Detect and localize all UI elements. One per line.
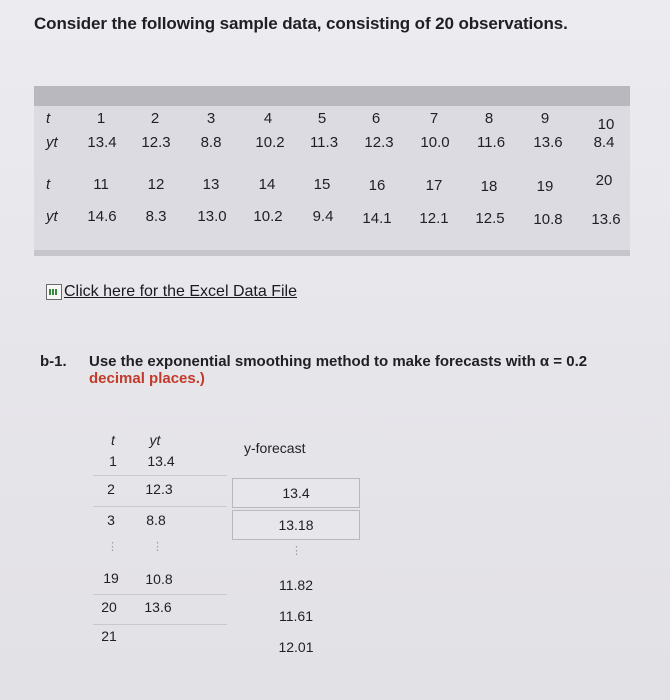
divider xyxy=(93,624,227,625)
forecast-header-t: t xyxy=(111,432,115,448)
t-cell: 11 xyxy=(93,176,109,193)
forecast-row-t: 19 xyxy=(103,570,119,586)
forecast-input-21[interactable]: 12.01 xyxy=(278,639,314,655)
y-cell: 10.0 xyxy=(420,134,450,151)
forecast-row-t: 2 xyxy=(107,481,115,497)
divider xyxy=(93,594,227,595)
t-cell: 6 xyxy=(371,110,381,127)
t-cell: 3 xyxy=(206,110,216,127)
forecast-row-t: 3 xyxy=(107,512,115,528)
row2-y-label: yt xyxy=(46,208,58,225)
ellipsis-dots: ⋮ xyxy=(107,541,119,553)
problem-heading: Consider the following sample data, consisting of 20 observations. xyxy=(34,14,568,33)
forecast-input-2[interactable]: 13.4 xyxy=(232,478,360,508)
y-cell: 13.4 xyxy=(87,134,117,151)
t-cell: 12 xyxy=(147,176,165,193)
ellipsis-dots: ⋮ xyxy=(152,541,164,553)
excel-link-label: Click here for the Excel Data File xyxy=(64,283,297,300)
sample-data-table xyxy=(34,86,630,256)
forecast-row-t: 1 xyxy=(109,453,117,469)
y-cell: 14.1 xyxy=(362,210,392,227)
y-cell: 12.3 xyxy=(141,134,171,151)
row2-t-label: t xyxy=(46,176,51,193)
forecast-row-y: 8.8 xyxy=(146,512,166,528)
forecast-input-20[interactable]: 11.61 xyxy=(279,608,313,624)
question-instruction: decimal places.) xyxy=(89,370,205,387)
t-cell: 1 xyxy=(96,110,106,127)
forecast-header-y: yt xyxy=(149,432,161,448)
y-cell: 12.3 xyxy=(364,134,394,151)
t-cell: 15 xyxy=(313,176,331,193)
t-cell: 10 xyxy=(597,116,615,133)
forecast-header-yforecast: y-forecast xyxy=(244,440,306,456)
y-cell: 8.4 xyxy=(593,134,615,151)
y-cell: 12.1 xyxy=(419,210,449,227)
forecast-row-y: 13.4 xyxy=(147,453,175,469)
question-text: Use the exponential smoothing method to make forecasts with α = 0.2 xyxy=(89,353,588,370)
forecast-row-y: 13.6 xyxy=(144,599,172,615)
excel-data-file-link[interactable] xyxy=(46,283,297,301)
t-cell: 7 xyxy=(429,110,439,127)
t-cell: 18 xyxy=(480,178,498,195)
question-number: b-1. xyxy=(40,353,67,370)
forecast-input-19[interactable]: 11.82 xyxy=(279,577,313,593)
t-cell: 9 xyxy=(540,110,550,127)
y-cell: 14.6 xyxy=(87,208,117,225)
row1-t-label: t xyxy=(46,110,51,127)
y-cell: 11.3 xyxy=(309,134,339,151)
y-cell: 10.2 xyxy=(255,134,285,151)
t-cell: 2 xyxy=(150,110,160,127)
t-cell: 14 xyxy=(258,176,276,193)
t-cell: 5 xyxy=(317,110,327,127)
t-cell: 16 xyxy=(368,177,386,194)
divider xyxy=(93,506,227,507)
y-cell: 11.6 xyxy=(476,134,506,151)
t-cell: 17 xyxy=(425,177,443,194)
y-cell: 8.8 xyxy=(200,134,222,151)
y-cell: 10.8 xyxy=(533,211,563,228)
forecast-row-y: 10.8 xyxy=(145,571,173,587)
t-cell: 19 xyxy=(536,178,554,195)
table-footer-band xyxy=(34,250,630,256)
t-cell: 8 xyxy=(484,110,494,127)
divider xyxy=(93,475,227,476)
y-cell: 13.0 xyxy=(197,208,227,225)
ellipsis-dots: ⋮ xyxy=(291,545,303,557)
y-cell: 12.5 xyxy=(475,210,505,227)
forecast-row-y: 12.3 xyxy=(145,481,173,497)
forecast-input-3[interactable]: 13.18 xyxy=(232,510,360,540)
t-cell: 13 xyxy=(202,176,220,193)
y-cell: 13.6 xyxy=(533,134,563,151)
spreadsheet-icon xyxy=(46,284,62,300)
row1-y-label: yt xyxy=(46,134,58,151)
t-cell: 20 xyxy=(595,172,613,189)
y-cell: 13.6 xyxy=(591,211,621,228)
y-cell: 9.4 xyxy=(312,208,334,225)
table-header-band xyxy=(34,86,630,106)
t-cell: 4 xyxy=(263,110,273,127)
y-cell: 10.2 xyxy=(253,208,283,225)
y-cell: 8.3 xyxy=(145,208,167,225)
forecast-row-t: 21 xyxy=(101,628,117,644)
forecast-row-t: 20 xyxy=(101,599,117,615)
